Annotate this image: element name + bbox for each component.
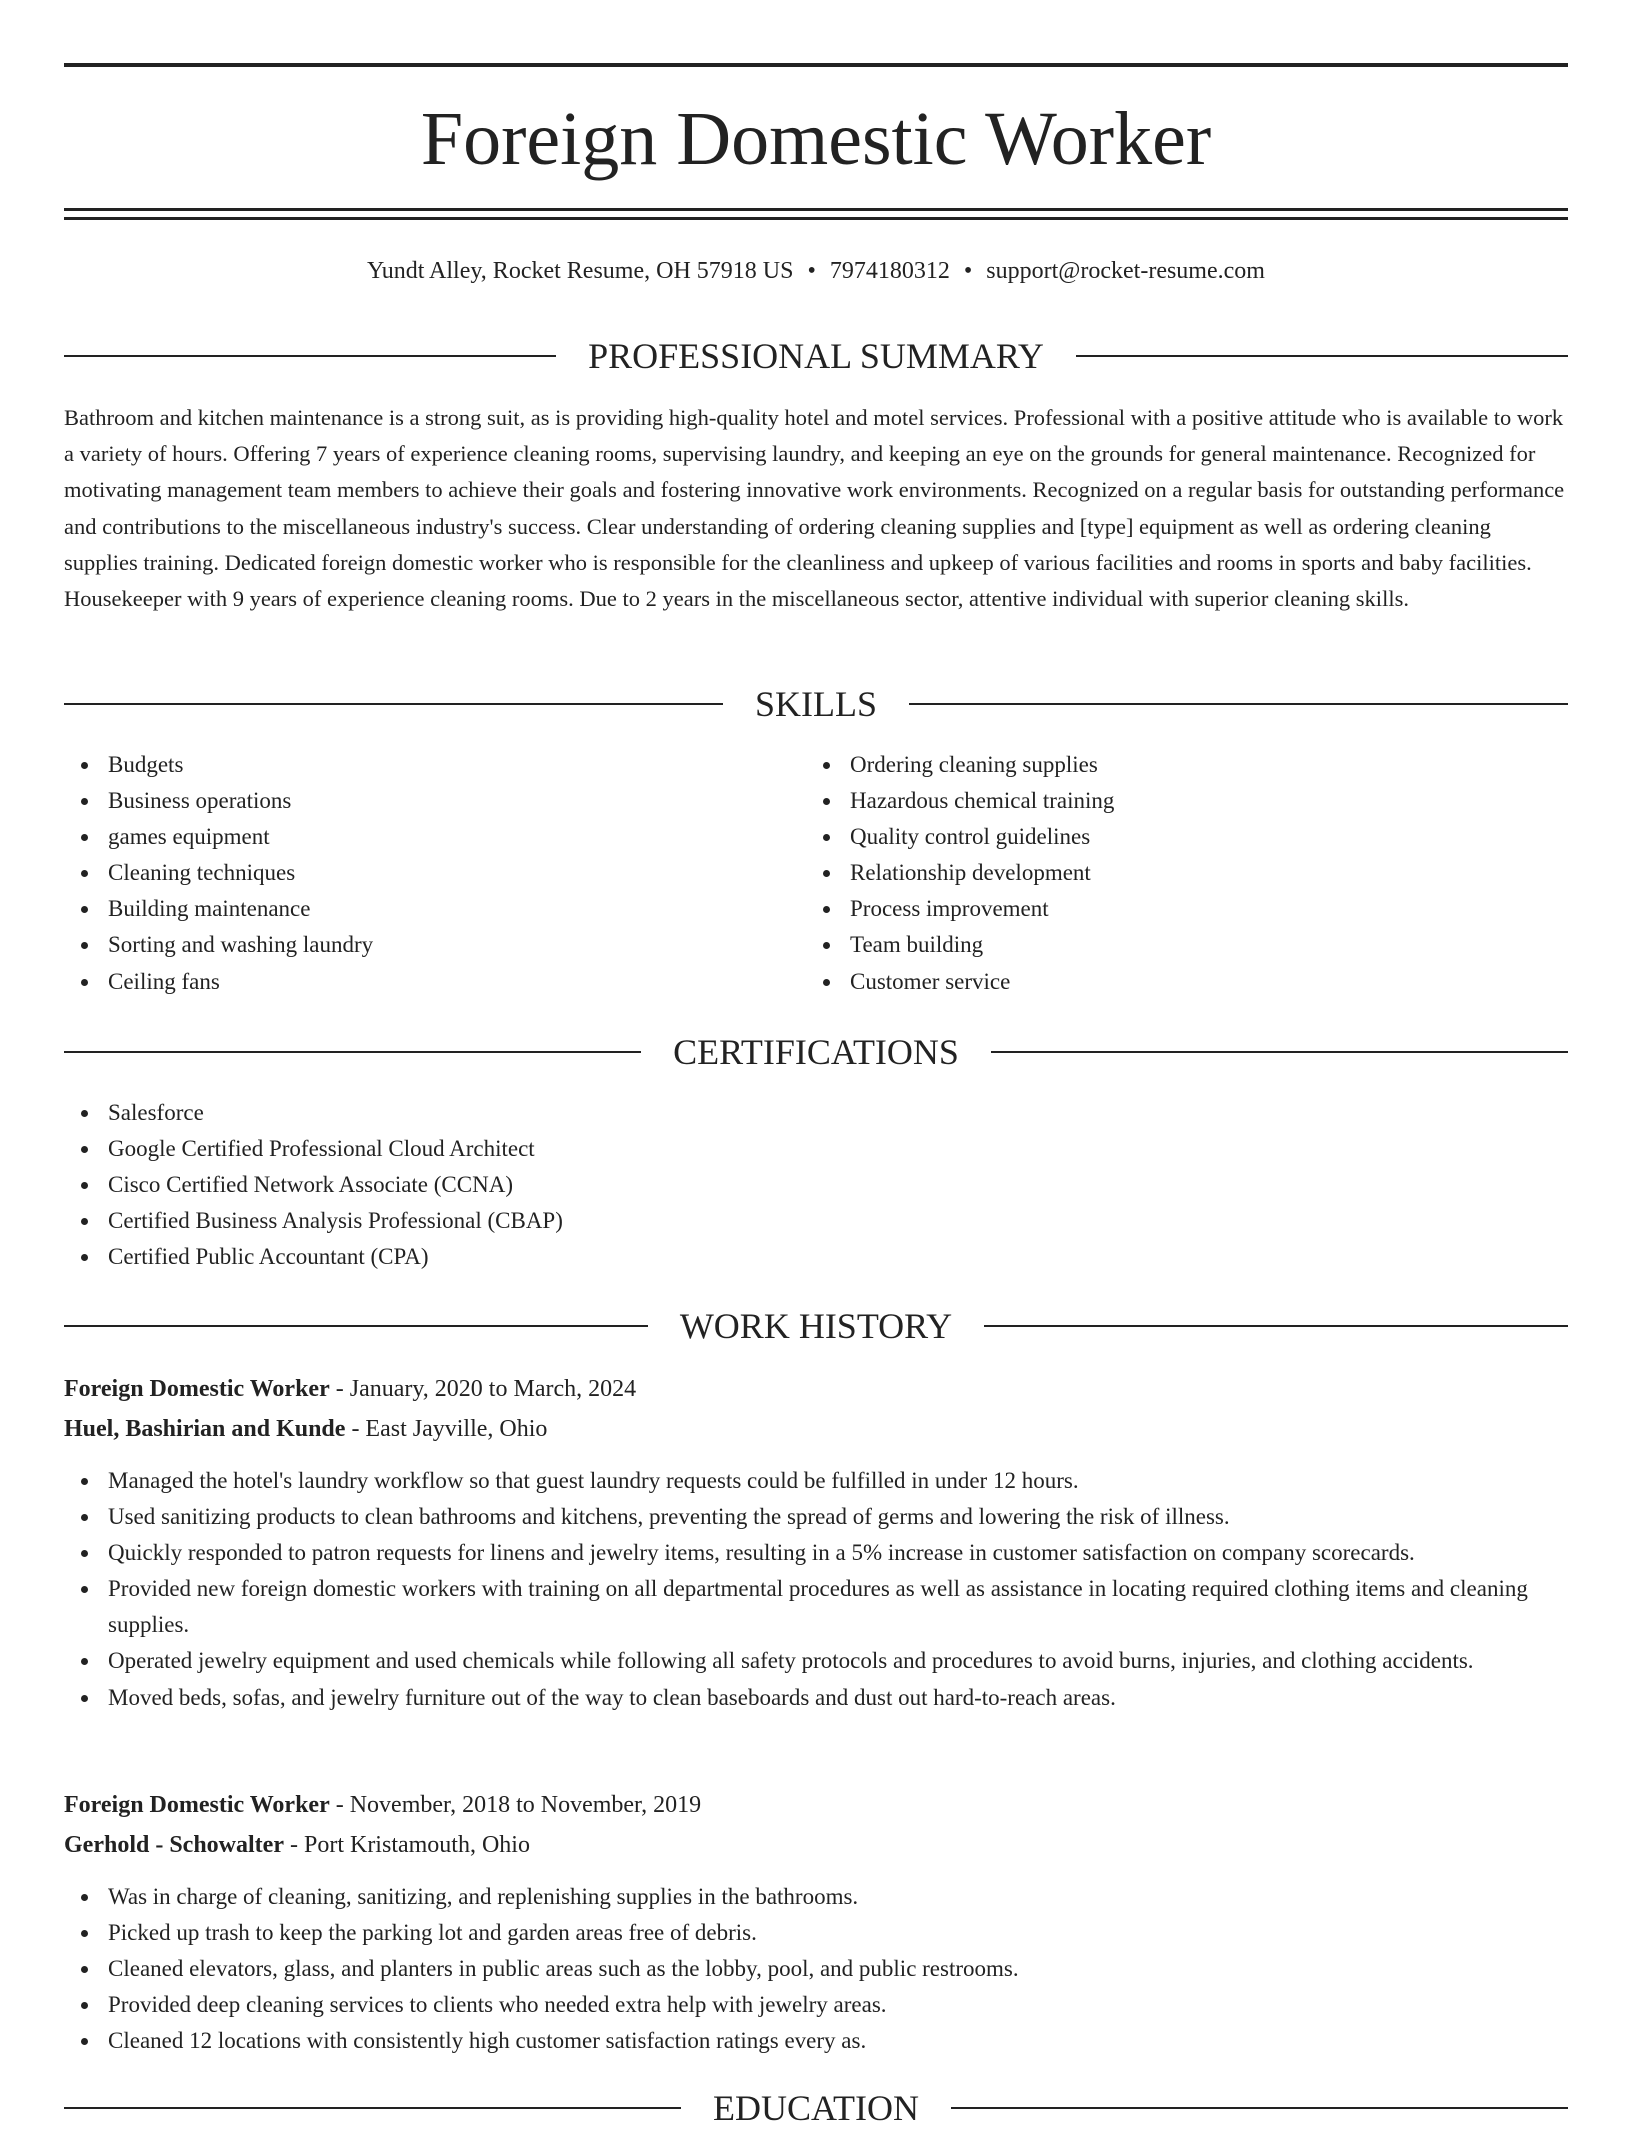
section-heading-education	[64, 2086, 1568, 2130]
header-top-rule	[64, 63, 1568, 67]
certification-item: Salesforce	[64, 1095, 1568, 1131]
heading-rule	[64, 2107, 681, 2109]
job-location: - East Jayville, Ohio	[345, 1416, 548, 1442]
job-duties-list	[64, 1463, 1568, 1716]
candidate-name: Foreign Domestic Worker	[420, 97, 1212, 181]
skill-item: Customer service	[806, 964, 1568, 1000]
section-heading-skills	[64, 682, 1568, 726]
summary-text: Bathroom and kitchen maintenance is a strong suit, as is providing high-quality hotel and motel services. Professional with a positive attitude who is available to work a variety of hours. Offering 7 years of experience cleaning rooms, supervising laundry, and keeping an eye on the grounds for general maintenance. Recognized for motivating management team members to achieve their goals and fostering innovative work environments. Recognized on a regular basis for outstanding performance and contributions to the miscellaneous industry's success. Clear understanding of ordering cleaning supplies and [type] equipment as well as ordering cleaning supplies training. Dedicated foreign domestic worker who is responsible for the cleanliness and upkeep of various facilities and rooms in sports and baby facilities. Housekeeper with 9 years of experience cleaning rooms. Due to 2 years in the miscellaneous sector, attentive individual with superior cleaning skills.	[64, 405, 1565, 612]
skill-item: Quality control guidelines	[806, 819, 1568, 855]
certification-item: Cisco Certified Network Associate (CCNA)	[64, 1167, 1568, 1203]
heading-rule	[991, 1051, 1568, 1053]
section-heading-summary	[64, 334, 1568, 378]
heading-rule	[909, 703, 1568, 705]
job-company-line	[64, 1825, 1568, 1865]
skill-item: games equipment	[64, 819, 804, 855]
contact-separator: •	[807, 258, 816, 284]
duty-item: Provided new foreign domestic workers with training on all departmental procedures as well as assistance in locating required clothing items and cleaning supplies.	[64, 1571, 1568, 1643]
duty-item: Managed the hotel's laundry workflow so that guest laundry requests could be fulfilled in under 12 hours.	[64, 1463, 1568, 1499]
contact-separator: •	[963, 258, 973, 284]
job-dates: - November, 2018 to November, 2019	[329, 1792, 702, 1818]
job-duties-list	[64, 1879, 1568, 2059]
duty-item: Was in charge of cleaning, sanitizing, and replenishing supplies in the bathrooms.	[64, 1879, 1568, 1915]
section-heading-work-history	[64, 1304, 1568, 1348]
skill-item: Building maintenance	[64, 891, 804, 927]
duty-item: Cleaned 12 locations with consistently high customer satisfaction ratings every as.	[64, 2023, 1568, 2059]
skill-item: Relationship development	[806, 855, 1568, 891]
job-location: - Port Kristamouth, Ohio	[283, 1832, 530, 1858]
certification-item: Certified Public Accountant (CPA)	[64, 1239, 1568, 1275]
duty-item: Moved beds, sofas, and jewelry furniture out of the way to clean baseboards and dust out hard-to-reach areas.	[64, 1680, 1568, 1716]
contact-email[interactable]: support@rocket-resume.com	[986, 258, 1265, 284]
skill-item: Sorting and washing laundry	[64, 927, 804, 963]
section-heading-label: SKILLS	[755, 684, 878, 724]
section-heading-label: PROFESSIONAL SUMMARY	[588, 336, 1044, 376]
job-dates: - January, 2020 to March, 2024	[329, 1376, 637, 1402]
skills-list-right	[806, 747, 1568, 1000]
contact-line	[64, 254, 1568, 288]
job-title-line	[64, 1785, 1568, 1825]
skill-item: Ceiling fans	[64, 964, 804, 1000]
heading-rule	[1076, 355, 1568, 357]
skills-list-left	[64, 747, 804, 1000]
duty-item: Provided deep cleaning services to clients who needed extra help with jewelry areas.	[64, 1987, 1568, 2023]
certifications-list	[64, 1095, 1568, 1275]
job-company-line	[64, 1409, 1568, 1449]
skill-item: Team building	[806, 927, 1568, 963]
heading-rule	[984, 1325, 1568, 1327]
job-company: Huel, Bashirian and Kunde	[64, 1416, 346, 1442]
certification-item: Certified Business Analysis Professional (CBAP)	[64, 1203, 1568, 1239]
certification-item: Google Certified Professional Cloud Architect	[64, 1131, 1568, 1167]
header-double-rule	[64, 208, 1568, 220]
section-heading-certifications	[64, 1030, 1568, 1074]
job-title-line	[64, 1369, 1568, 1409]
section-heading-label: EDUCATION	[713, 2088, 919, 2128]
section-heading-label: WORK HISTORY	[679, 1306, 953, 1346]
skill-item: Cleaning techniques	[64, 855, 804, 891]
heading-rule	[64, 355, 556, 357]
skill-item: Business operations	[64, 783, 804, 819]
job-company: Gerhold - Schowalter	[64, 1832, 284, 1858]
skill-item: Ordering cleaning supplies	[806, 747, 1568, 783]
duty-item: Operated jewelry equipment and used chemicals while following all safety protocols and procedures to avoid burns, injuries, and clothing accidents.	[64, 1643, 1568, 1679]
heading-rule	[64, 1051, 641, 1053]
heading-rule	[64, 703, 723, 705]
job-title: Foreign Domestic Worker	[64, 1792, 330, 1818]
duty-item: Used sanitizing products to clean bathrooms and kitchens, preventing the spread of germs and lowering the risk of illness.	[64, 1499, 1568, 1535]
heading-rule	[64, 1325, 648, 1327]
skill-item: Budgets	[64, 747, 804, 783]
contact-phone: 7974180312	[829, 258, 950, 284]
job-title: Foreign Domestic Worker	[64, 1376, 330, 1402]
duty-item: Picked up trash to keep the parking lot and garden areas free of debris.	[64, 1915, 1568, 1951]
duty-item: Quickly responded to patron requests for linens and jewelry items, resulting in a 5% increase in customer satisfaction on company scorecards.	[64, 1535, 1568, 1571]
skill-item: Process improvement	[806, 891, 1568, 927]
duty-item: Cleaned elevators, glass, and planters in public areas such as the lobby, pool, and public restrooms.	[64, 1951, 1568, 1987]
contact-address: Yundt Alley, Rocket Resume, OH 57918 US	[367, 258, 794, 284]
section-heading-label: CERTIFICATIONS	[673, 1032, 959, 1072]
skill-item: Hazardous chemical training	[806, 783, 1568, 819]
heading-rule	[951, 2107, 1568, 2109]
